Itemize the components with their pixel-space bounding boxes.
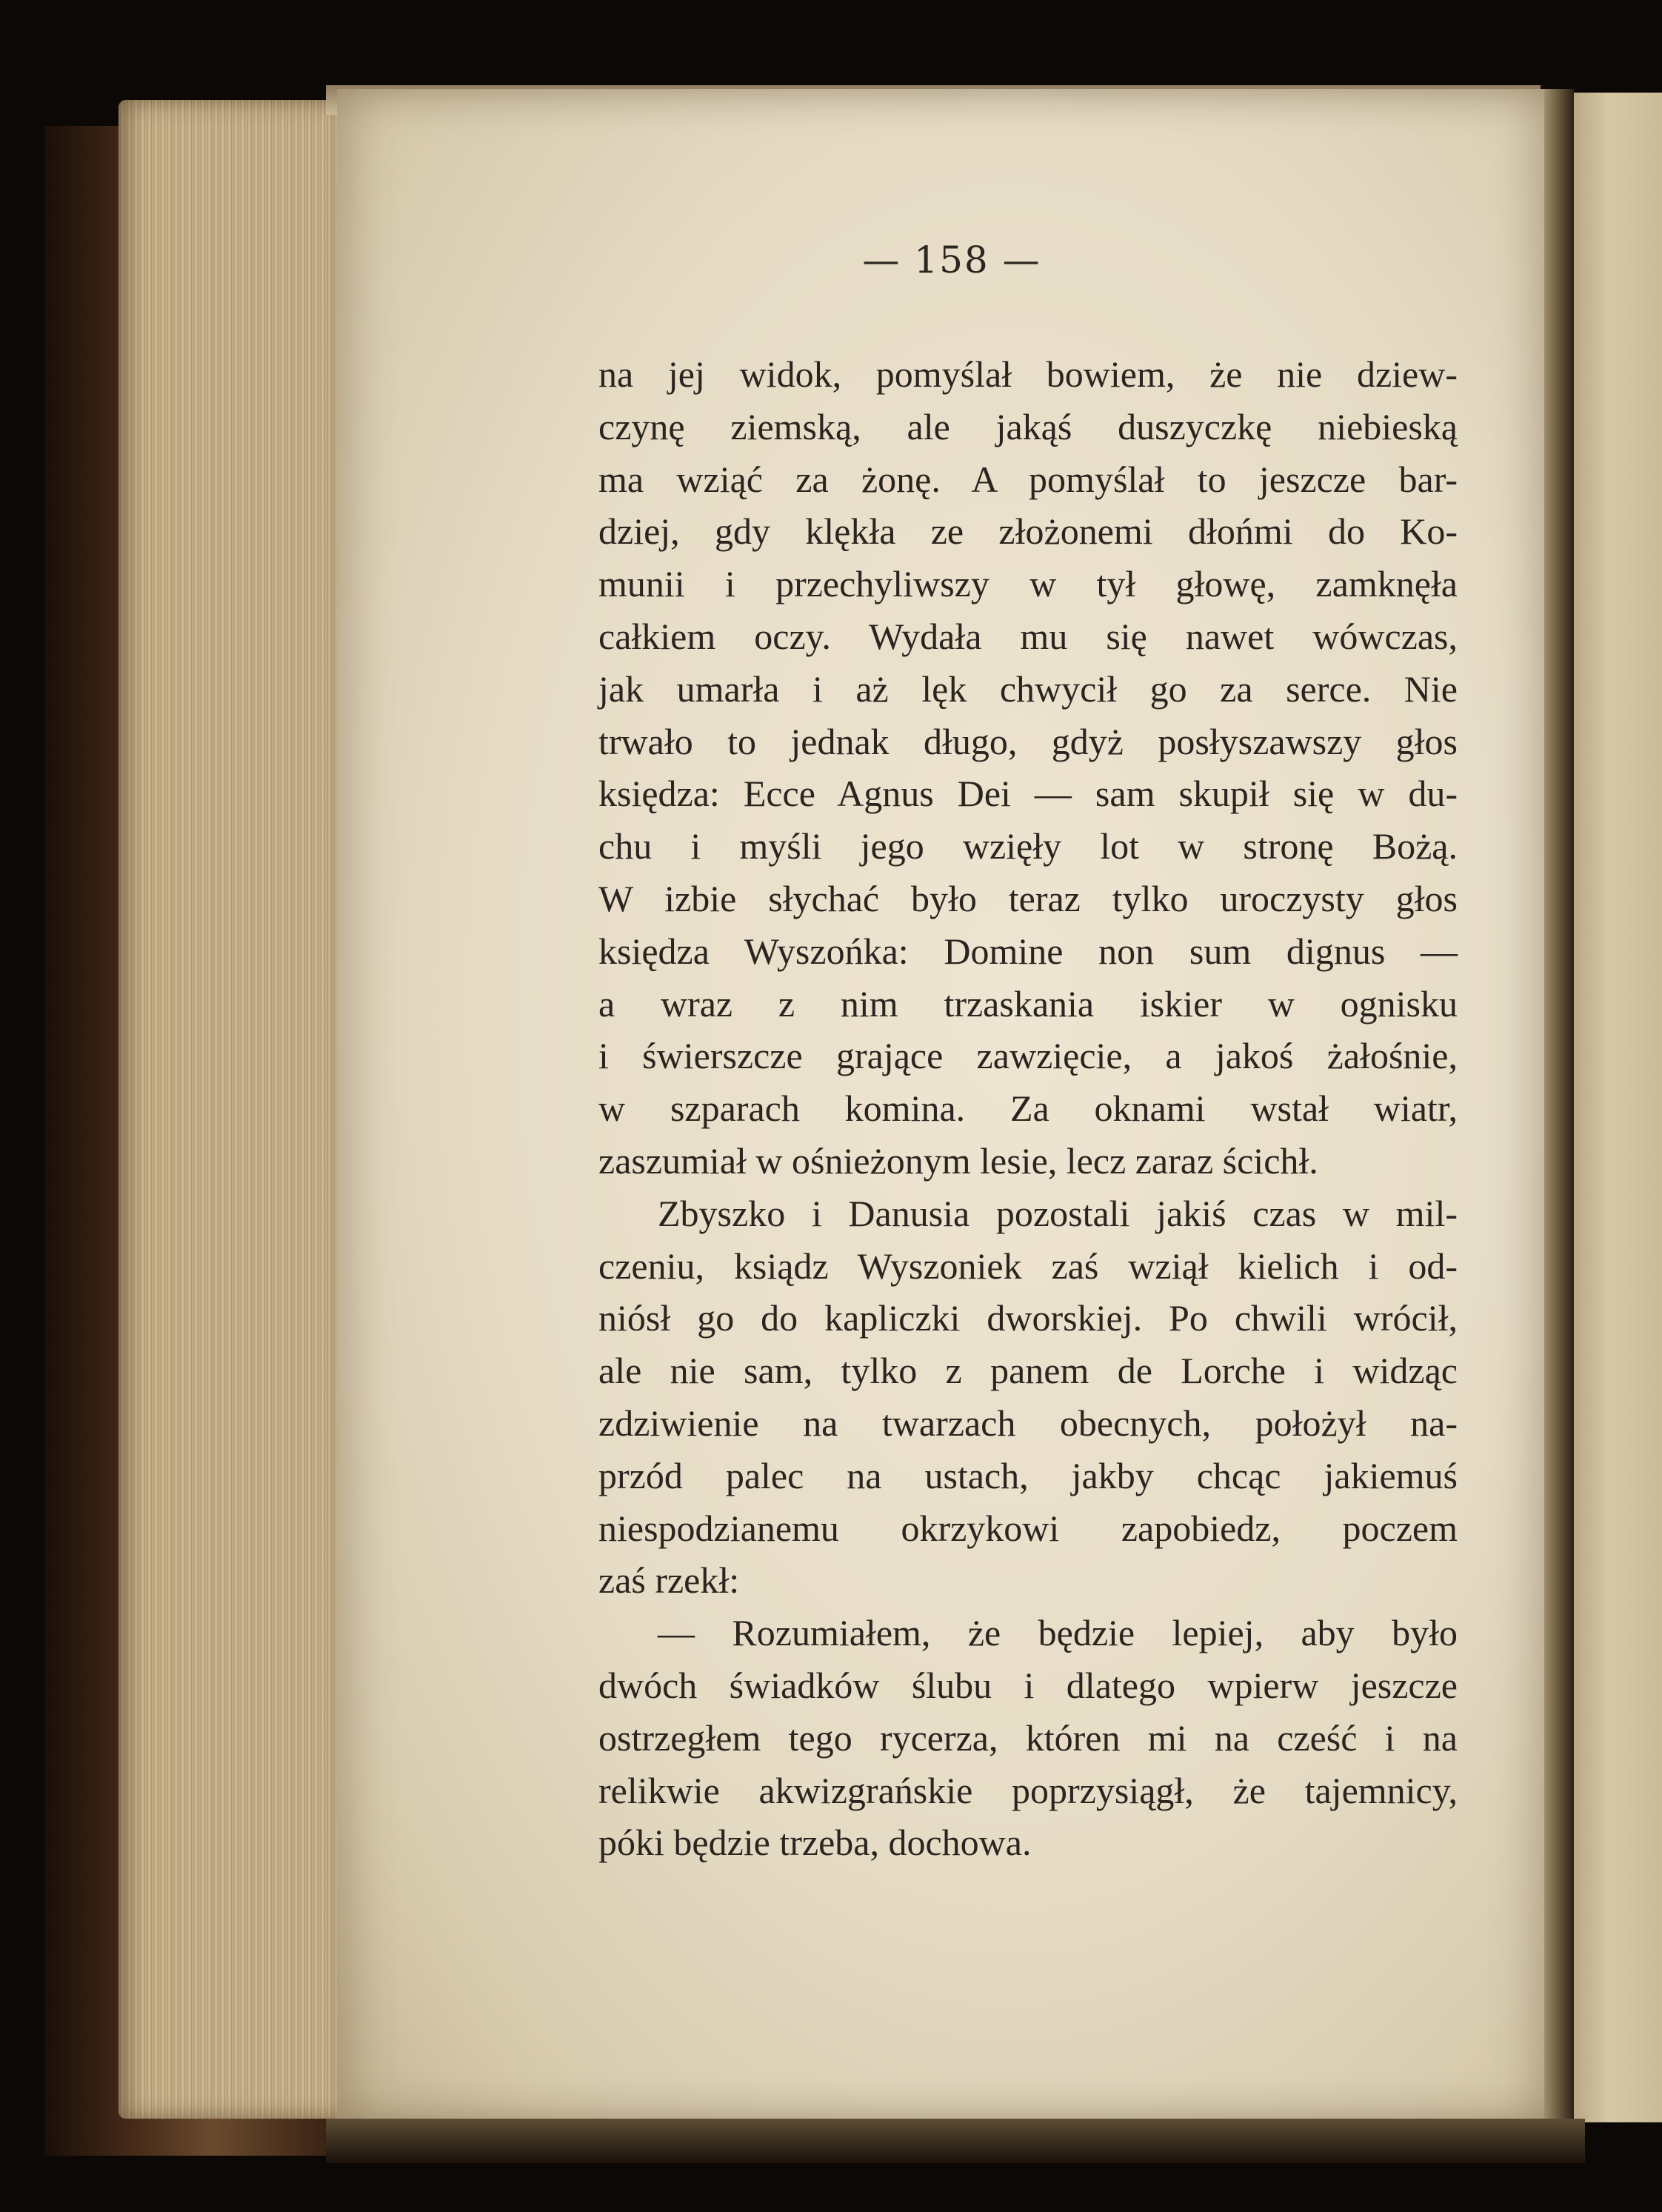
text-line: przód palec na ustach, jakby chcąc jakiemuś — [598, 1454, 1458, 1496]
text-line: niespodzianemu okrzykowi zapobiedz, poczem — [598, 1507, 1458, 1549]
text-line: jak umarła i aż lęk chwycił go za serce. Nie — [598, 667, 1458, 710]
text-line: księdza: Ecce Agnus Dei — sam skupił się w du- — [598, 773, 1458, 815]
text-line: na jej widok, pomyślał bowiem, że nie dziew- — [598, 353, 1458, 395]
text-line: chu i myśli jego wzięły lot w stronę Bożą. — [598, 825, 1458, 867]
book-gutter — [1544, 89, 1574, 2122]
text-line: dwóch świadków ślubu i dlatego wpierw jeszcze — [598, 1664, 1458, 1706]
page-stack-left — [119, 100, 341, 2119]
text-line: czynę ziemską, ale jakąś duszyczkę niebieską — [598, 405, 1458, 447]
text-line: ostrzegłem tego rycerza, któren mi na cześć i na — [598, 1716, 1458, 1759]
text-line: dziej, gdy klękła ze złożonemi dłońmi do Ko- — [598, 510, 1458, 553]
text-line: — Rozumiałem, że będzie lepiej, aby było — [658, 1612, 1458, 1654]
text-line: relikwie akwizgrańskie poprzysiągł, że tajemnicy, — [598, 1769, 1458, 1811]
text-line: całkiem oczy. Wydała mu się nawet wówczas, — [598, 615, 1458, 657]
text-line: a wraz z nim trzaskania iskier w ognisku — [598, 982, 1458, 1025]
body-text — [598, 348, 1458, 1869]
text-line: Zbyszko i Danusia pozostali jakiś czas w mil- — [658, 1192, 1458, 1234]
text-line: póki będzie trzeba, dochowa. — [598, 1822, 1032, 1864]
text-line: księdza Wyszońka: Domine non sum dignus — — [598, 930, 1458, 972]
facing-page-edge — [1574, 93, 1662, 2122]
page-number: — 158 — — [862, 239, 1041, 282]
text-line: ale nie sam, tylko z panem de Lorche i widząc — [598, 1350, 1458, 1392]
bottom-shadow — [326, 2119, 1585, 2163]
text-line: i świerszcze grające zawzięcie, a jakoś żałośnie, — [598, 1035, 1458, 1077]
text-line: niósł go do kapliczki dworskiej. Po chwili wrócił, — [598, 1297, 1458, 1339]
text-line: zaś rzekł: — [598, 1559, 740, 1602]
text-line: czeniu, ksiądz Wyszoniek zaś wziął kielich i od- — [598, 1245, 1458, 1287]
text-line: trwało to jednak długo, gdyż posłyszawszy głos — [598, 720, 1458, 762]
text-line: zdziwienie na twarzach obecnych, położył na- — [598, 1402, 1458, 1444]
text-line: W izbie słychać było teraz tylko uroczysty głos — [598, 877, 1458, 919]
text-line: ma wziąć za żonę. A pomyślał to jeszcze bar- — [598, 458, 1458, 500]
text-line: zaszumiał w ośnieżonym lesie, lecz zaraz ścichł. — [598, 1139, 1318, 1182]
text-line: munii i przechyliwszy w tył głowę, zamknęła — [598, 563, 1458, 605]
text-line: w szparach komina. Za oknami wstał wiatr, — [598, 1087, 1458, 1130]
